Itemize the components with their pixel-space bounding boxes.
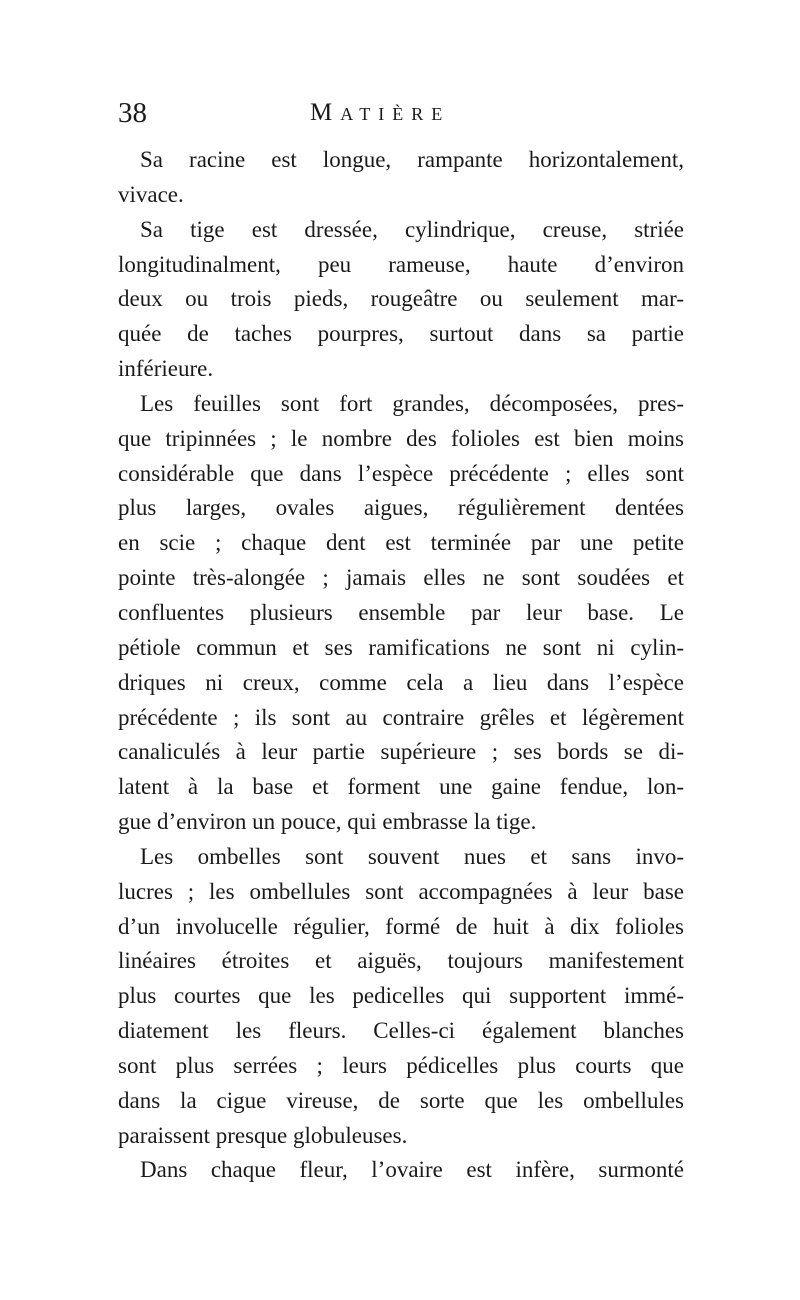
text-line: quée de taches pourpres, surtout dans sa partie [118, 321, 684, 347]
text-line: Les feuilles sont fort grandes, décomposées, pres- [140, 390, 684, 416]
text-line: en scie ; chaque dent est terminée par une petite [118, 530, 684, 556]
text-line: d’un involucelle régulier, formé de huit à dix folioles [118, 913, 684, 939]
running-title: Matière [310, 99, 451, 126]
text-line: linéaires étroites et aiguës, toujours manifestement [118, 948, 684, 974]
text-line: diatement les fleurs. Celles-ci également blanches [118, 1018, 684, 1044]
text-line: longitudinalment, peu rameuse, haute d’environ [118, 251, 684, 277]
text-line: inférieure. [118, 356, 214, 382]
text-line: dans la cigue vireuse, de sorte que les ombellules [118, 1087, 684, 1113]
body-text [118, 143, 684, 1188]
text-line: canaliculés à leur partie supérieure ; ses bords se di- [118, 739, 684, 765]
text-line: pointe très-alongée ; jamais elles ne sont soudées et [118, 565, 684, 591]
text-line: précédente ; ils sont au contraire grêles et légèrement [118, 704, 684, 730]
text-line: latent à la base et forment une gaine fendue, lon- [118, 774, 684, 800]
text-line: Dans chaque fleur, l’ovaire est infère, surmonté [140, 1157, 684, 1183]
page-header [118, 96, 688, 136]
text-line: paraissent presque globuleuses. [118, 1122, 408, 1148]
text-line: Les ombelles sont souvent nues et sans invo- [140, 843, 684, 869]
text-line: Sa tige est dressée, cylindrique, creuse, striée [140, 216, 684, 242]
text-line: considérable que dans l’espèce précédente ; elles sont [118, 460, 684, 486]
text-line: gue d’environ un pouce, qui embrasse la tige. [118, 809, 537, 835]
text-line: driques ni creux, comme cela a lieu dans l’espèce [118, 669, 684, 695]
text-line: lucres ; les ombellules sont accompagnées à leur base [118, 878, 684, 904]
text-line: plus larges, ovales aigues, régulièrement dentées [118, 495, 684, 521]
text-line: que tripinnées ; le nombre des folioles est bien moins [118, 425, 684, 451]
text-line: sont plus serrées ; leurs pédicelles plus courts que [118, 1052, 684, 1078]
text-line: vivace. [118, 181, 184, 207]
text-line: Sa racine est longue, rampante horizontalement, [140, 147, 684, 172]
text-line: pétiole commun et ses ramifications ne sont ni cylin- [118, 634, 684, 660]
text-line: confluentes plusieurs ensemble par leur base. Le [118, 599, 684, 625]
text-line: plus courtes que les pedicelles qui supportent immé- [118, 983, 684, 1009]
page-number: 38 [118, 97, 147, 129]
text-line: deux ou trois pieds, rougeâtre ou seulement mar- [118, 286, 684, 312]
